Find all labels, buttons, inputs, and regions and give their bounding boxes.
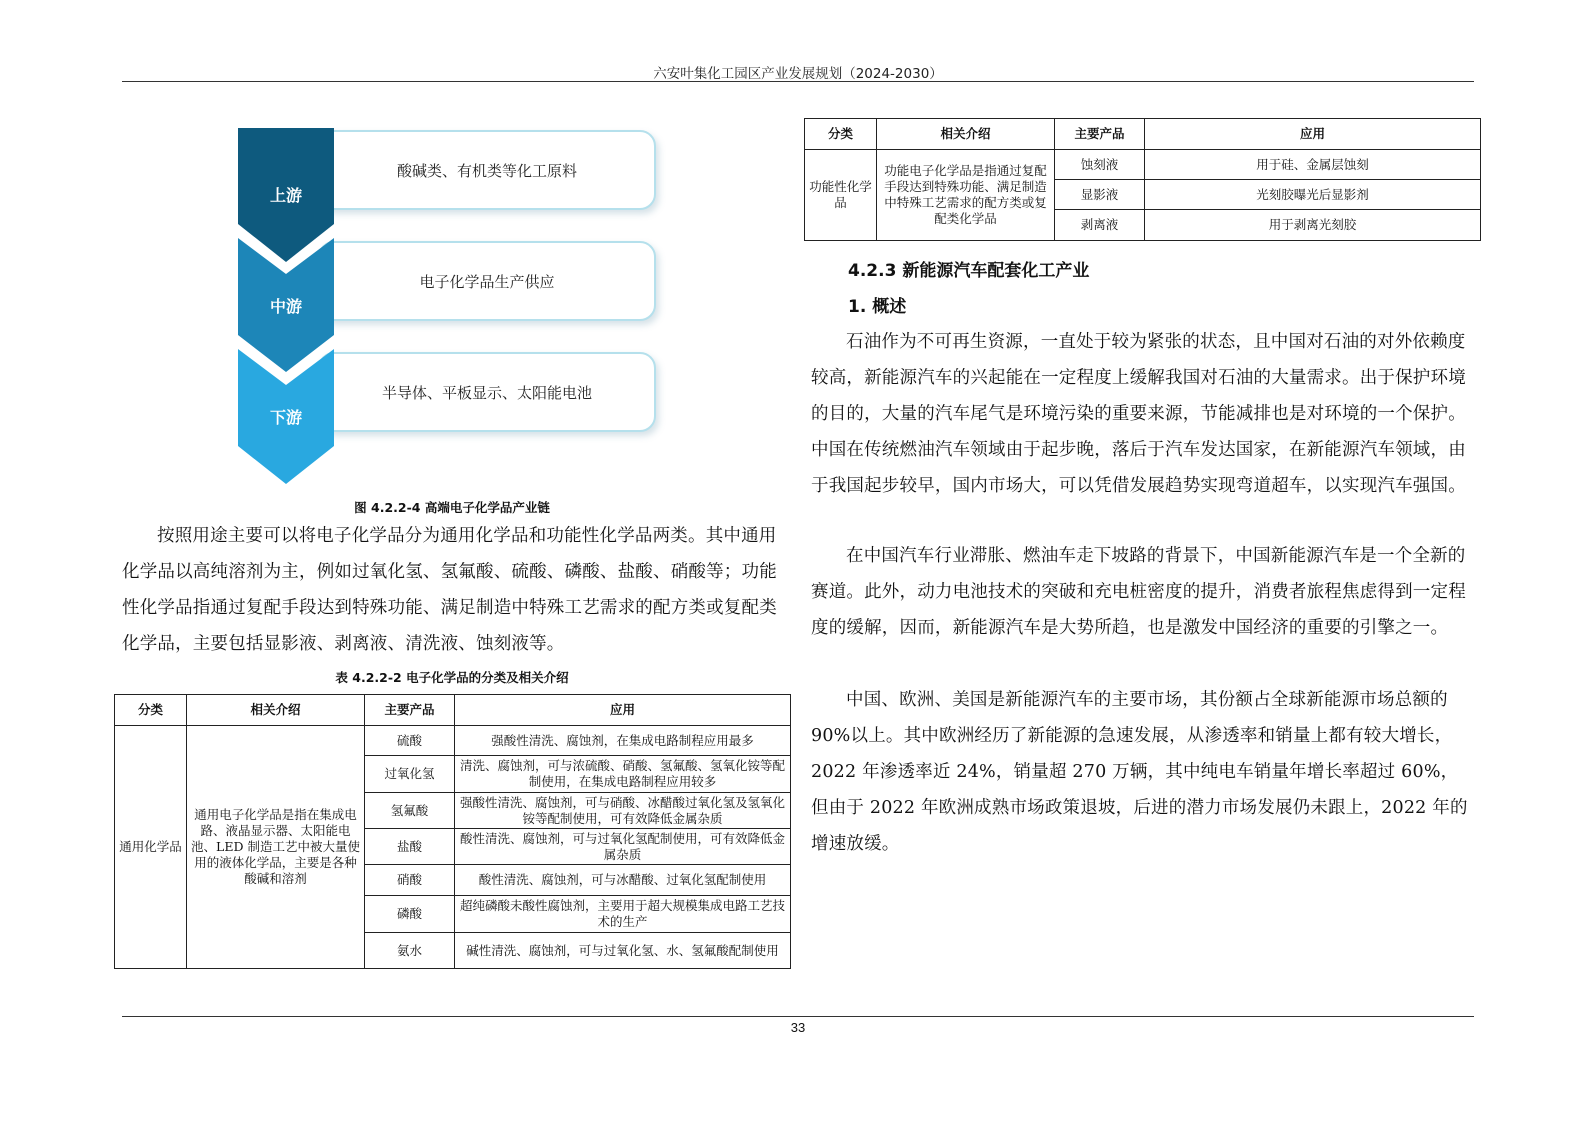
category-cell: 功能性化学品 bbox=[805, 150, 877, 241]
application-cell: 光刻胶曝光后显影剂 bbox=[1145, 180, 1481, 210]
overview-subheading: 1. 概述 bbox=[848, 297, 907, 317]
header-category: 分类 bbox=[805, 119, 877, 150]
application-cell: 酸性清洗、腐蚀剂，可与冰醋酸、过氧化氢配制使用 bbox=[455, 865, 791, 896]
application-cell: 超纯磷酸未酸性腐蚀剂，主要用于超大规模集成电路工艺技术的生产 bbox=[455, 896, 791, 933]
downstream-label: 下游 bbox=[269, 408, 302, 427]
table-header-row bbox=[805, 119, 1481, 150]
application-cell: 强酸性清洗、腐蚀剂，在集成电路制程应用最多 bbox=[455, 726, 791, 756]
header-divider bbox=[122, 81, 1474, 82]
application-cell: 酸性清洗、腐蚀剂，可与过氧化氢配制使用，可有效降低金属杂质 bbox=[455, 829, 791, 865]
upstream-box: 酸碱类、有机类等化工原料 bbox=[318, 130, 656, 210]
intro-cell: 功能电子化学品是指通过复配手段达到特殊功能、满足制造中特殊工艺需求的配方类或复配类化学品 bbox=[877, 150, 1055, 241]
application-cell: 清洗、腐蚀剂，可与浓硫酸、硝酸、氢氟酸、氢氧化铵等配制使用，在集成电路制程应用较多 bbox=[455, 756, 791, 793]
header-category: 分类 bbox=[115, 695, 187, 726]
intro-cell: 通用电子化学品是指在集成电路、液晶显示器、太阳能电池、LED 制造工艺中被大量使用的液体化学品，主要是各种酸碱和溶剂 bbox=[187, 726, 365, 969]
application-cell: 碱性清洗、腐蚀剂，可与过氧化氢、水、氢氟酸配制使用 bbox=[455, 933, 791, 969]
header-application: 应用 bbox=[455, 695, 791, 726]
header-intro: 相关介绍 bbox=[877, 119, 1055, 150]
table-row bbox=[805, 150, 1481, 180]
product-cell: 蚀刻液 bbox=[1055, 150, 1145, 180]
product-cell: 氨水 bbox=[365, 933, 455, 969]
product-cell: 过氧化氢 bbox=[365, 756, 455, 793]
body-paragraph: 中国、欧洲、美国是新能源汽车的主要市场，其份额占全球新能源市场总额的90%以上。其中欧洲经历了新能源的急速发展，从渗透率和销量上都有较大增长，2022 年渗透率近 24%，销量超 270 万辆，其中纯电车销量年增长率超过 60%，但由于 2022 年欧洲成熟市场政策退坡，后进的潜力市场发展仍未跟上，2022 年的增速放缓。 bbox=[811, 690, 1468, 854]
classification-paragraph: 按照用途主要可以将电子化学品分为通用化学品和功能性化学品两类。其中通用化学品以高纯溶剂为主，例如过氧化氢、氢氟酸、硫酸、磷酸、盐酸、硝酸等；功能性化学品指通过复配手段达到特殊功能、满足制造中特殊工艺需求的配方类或复配类化学品，主要包括显影液、剥离液、清洗液、蚀刻液等。 bbox=[122, 526, 777, 654]
page-number: 33 bbox=[790, 1020, 806, 1035]
application-cell: 强酸性清洗、腐蚀剂，可与硝酸、冰醋酸过氧化氢及氢氧化铵等配制使用，可有效降低金属杂质 bbox=[455, 793, 791, 829]
product-cell: 剥离液 bbox=[1055, 210, 1145, 241]
electronic-chemicals-table-continued bbox=[804, 118, 1481, 241]
product-cell: 硫酸 bbox=[365, 726, 455, 756]
table-header-row bbox=[115, 695, 791, 726]
product-cell: 显影液 bbox=[1055, 180, 1145, 210]
header-intro: 相关介绍 bbox=[187, 695, 365, 726]
midstream-box: 电子化学品生产供应 bbox=[318, 241, 656, 321]
industry-chain-diagram bbox=[238, 128, 662, 488]
midstream-label: 中游 bbox=[269, 297, 302, 316]
product-cell: 磷酸 bbox=[365, 896, 455, 933]
body-paragraph: 在中国汽车行业滞胀、燃油车走下坡路的背景下，中国新能源汽车是一个全新的赛道。此外，动力电池技术的突破和充电桩密度的提升，消费者旅程焦虑得到一定程度的缓解，因而，新能源汽车是大势所趋，也是激发中国经济的重要的引擎之一。 bbox=[811, 546, 1466, 638]
category-cell: 通用化学品 bbox=[115, 726, 187, 969]
footer-divider bbox=[122, 1016, 1474, 1017]
header-product: 主要产品 bbox=[365, 695, 455, 726]
table-caption: 表 4.2.2-2 电子化学品的分类及相关介绍 bbox=[335, 670, 569, 685]
electronic-chemicals-table bbox=[114, 694, 791, 969]
table-row bbox=[115, 726, 791, 756]
header-product: 主要产品 bbox=[1055, 119, 1145, 150]
header-application: 应用 bbox=[1145, 119, 1481, 150]
figure-caption: 图 4.2.2-4 高端电子化学品产业链 bbox=[354, 500, 550, 515]
body-paragraph: 石油作为不可再生资源，一直处于较为紧张的状态，且中国对石油的对外依赖度较高，新能源汽车的兴起能在一定程度上缓解我国对石油的大量需求。出于保护环境的目的，大量的汽车尾气是环境污染的重要来源，节能减排也是对环境的一个保护。中国在传统燃油汽车领域由于起步晚，落后于汽车发达国家，在新能源汽车领域，由于我国起步较早，国内市场大，可以凭借发展趋势实现弯道超车，以实现汽车强国。 bbox=[811, 332, 1466, 496]
document-header-title: 六安叶集化工园区产业发展规划（2024-2030） bbox=[653, 66, 943, 82]
section-heading: 4.2.3 新能源汽车配套化工产业 bbox=[848, 261, 1090, 281]
product-cell: 氢氟酸 bbox=[365, 793, 455, 829]
application-cell: 用于剥离光刻胶 bbox=[1145, 210, 1481, 241]
downstream-box: 半导体、平板显示、太阳能电池 bbox=[318, 352, 656, 432]
product-cell: 盐酸 bbox=[365, 829, 455, 865]
product-cell: 硝酸 bbox=[365, 865, 455, 896]
upstream-label: 上游 bbox=[269, 186, 302, 205]
application-cell: 用于硅、金属层蚀刻 bbox=[1145, 150, 1481, 180]
